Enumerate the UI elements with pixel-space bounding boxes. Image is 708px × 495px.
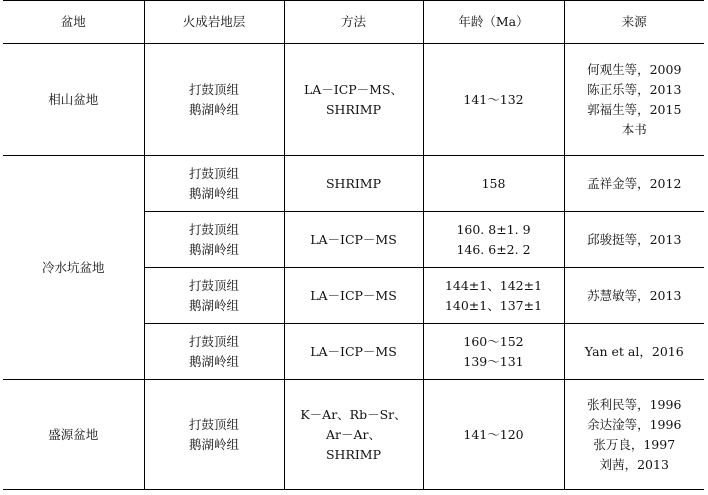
method-cell [284,268,423,324]
method-line: K－Ar、Rb－Sr、 [300,406,407,422]
formation-line: 打鼓顶组 [188,416,239,432]
formation-line: 鹅湖岭组 [188,297,239,313]
header-method: 方法 [284,1,423,44]
age-line: 141～132 [463,91,524,107]
header-age: 年龄（Ma） [423,1,564,44]
formation-line: 打鼓顶组 [188,165,239,181]
basin-cell: 冷水坑盆地 [3,156,144,380]
age-cell [423,156,564,212]
formation-line: 打鼓顶组 [188,81,239,97]
method-line: SHRIMP [325,101,382,117]
age-line: 144±1、142±1 [444,277,543,293]
source-cell [564,156,704,212]
method-line: LA－ICP－MS [310,231,397,247]
method-cell [284,380,423,490]
formation-cell [144,380,284,490]
age-cell [423,212,564,268]
formation-line: 鹅湖岭组 [188,185,239,201]
formation-line: 鹅湖岭组 [188,353,239,369]
header-formation: 火成岩地层 [144,1,284,44]
formation-cell [144,44,284,156]
source-line: Yan et al，2016 [584,343,684,359]
formation-cell [144,212,284,268]
source-cell [564,324,704,380]
source-cell [564,380,704,490]
source-line: 刘茜，2013 [599,456,669,472]
source-cell [564,212,704,268]
formation-cell [144,156,284,212]
source-line: 何观生等，2009 [587,61,682,77]
age-line: 146. 6±2. 2 [456,241,531,257]
method-cell [284,44,423,156]
age-cell [423,324,564,380]
source-line: 邱骏挺等，2013 [587,231,682,247]
age-line: 140±1、137±1 [444,297,543,313]
age-line: 141～120 [463,426,524,442]
source-cell [564,268,704,324]
source-cell [564,44,704,156]
formation-line: 打鼓顶组 [188,277,239,293]
age-cell [423,44,564,156]
table-row [3,44,704,156]
age-cell [423,268,564,324]
age-cell [423,380,564,490]
header-basin: 盆地 [3,1,144,44]
age-line: 139～131 [463,353,524,369]
age-line: 160～152 [463,333,524,349]
method-line: Ar－Ar、 [325,426,381,442]
method-line: SHRIMP [325,175,382,191]
formation-line: 鹅湖岭组 [188,101,239,117]
source-line: 郭福生等，2015 [587,101,682,117]
formation-cell [144,324,284,380]
age-line: 158 [481,175,506,191]
header-source: 来源 [564,1,704,44]
basin-cell: 相山盆地 [3,44,144,156]
basin-cell: 盛源盆地 [3,380,144,490]
method-line: SHRIMP [325,446,382,462]
table-row [3,156,704,212]
source-line: 陈正乐等，2013 [587,81,682,97]
source-line: 本书 [621,121,647,137]
formation-line: 鹅湖岭组 [188,436,239,452]
formation-cell [144,268,284,324]
method-line: LA－ICP－MS [310,343,397,359]
method-line: LA－ICP－MS、 [303,81,404,97]
method-line: LA－ICP－MS [310,287,397,303]
table-row [3,380,704,490]
method-cell [284,212,423,268]
formation-line: 打鼓顶组 [188,333,239,349]
source-line: 张万良，1997 [593,436,676,452]
data-table [3,0,704,490]
source-line: 孟祥金等，2012 [587,175,682,191]
source-line: 余达淦等，1996 [587,416,682,432]
method-cell [284,324,423,380]
formation-line: 打鼓顶组 [188,221,239,237]
header-row [3,1,704,44]
age-line: 160. 8±1. 9 [456,221,531,237]
source-line: 苏慧敏等，2013 [587,287,682,303]
method-cell [284,156,423,212]
formation-line: 鹅湖岭组 [188,241,239,257]
source-line: 张利民等，1996 [587,396,682,412]
